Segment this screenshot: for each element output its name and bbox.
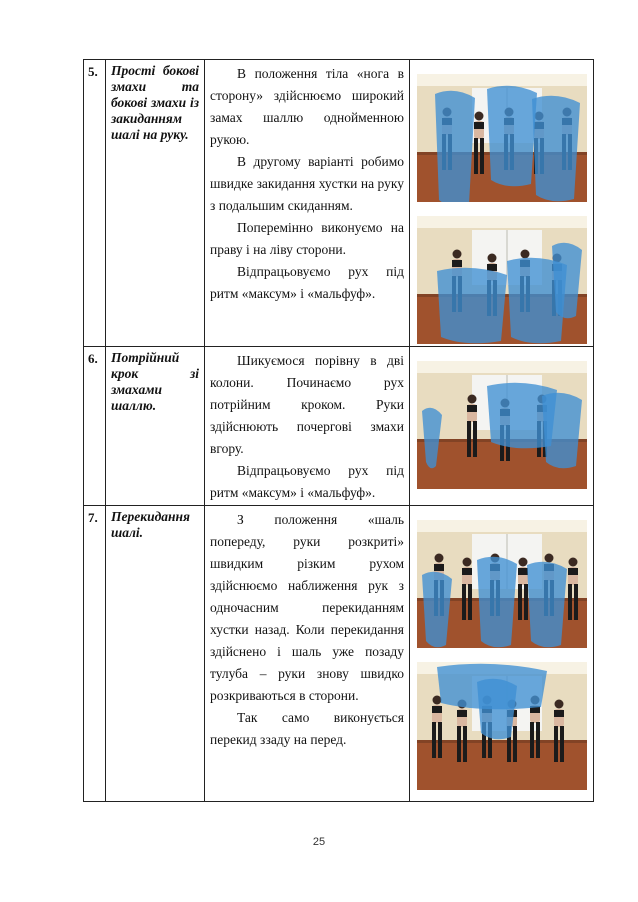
row-number: 7. [84,506,106,802]
dancers-with-blue-shawls-photo [417,520,587,648]
description-paragraph: Відпрацьовуємо рух під ритм «максум» і «мальфуф». [210,264,404,301]
description-paragraph: Відпрацьовуємо рух під ритм «максум» і «мальфуф». [210,463,404,500]
exercise-description [205,506,410,802]
exercise-title: Прості бокові змахи та бокові змахи із закиданням шалі на руку. [106,60,205,347]
description-paragraph: З положення «шаль попереду, руки розкриті» швидким різким рухом здійснюємо наближення рук з одночасним перекиданням хустки назад. Коли перекидання здійснено і шаль уже позаду тулуба – руки знову швидко розкриваються в сторони. [210,512,404,703]
description-paragraph: В положення тіла «нога в сторону» здійснюємо широкий замах шаллю однойменною рукою. [210,66,404,147]
table-row [84,506,594,802]
row-number: 5. [84,60,106,347]
page-number: 25 [312,836,326,848]
row-number: 6. [84,347,106,506]
exercise-title: Потрійний крок зі змахами шаллю. [106,347,205,506]
description-paragraph: Поперемінно виконуємо на праву і на ліву сторони. [210,220,404,257]
description-paragraph: В другому варіанті робимо швидке закидання хустки на руку з подальшим скиданням. [210,154,404,213]
exercise-description [205,347,410,506]
dancers-with-blue-shawls-photo [417,74,587,202]
table-row [84,347,594,506]
dancers-with-blue-shawls-photo [417,361,587,489]
photo-cell [410,60,594,347]
exercise-title: Перекидання шалі. [106,506,205,802]
exercise-table [83,59,594,802]
dancers-with-blue-shawls-photo [417,662,587,790]
description-paragraph: Так само виконується перекид ззаду на перед. [210,710,404,747]
exercise-description [205,60,410,347]
photo-cell [410,506,594,802]
dancers-with-blue-shawls-photo [417,216,587,344]
photo-cell [410,347,594,506]
description-paragraph: Шикуємося порівну в дві колони. Починаємо рух потрійним кроком. Руки здійснюють почергові змахи вгору. [210,353,404,456]
table-row [84,60,594,347]
